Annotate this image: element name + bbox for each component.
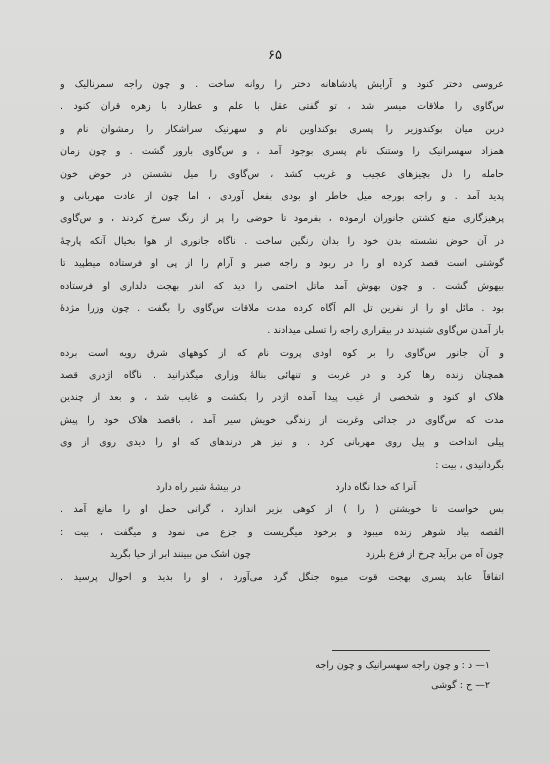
verse-hemistich-right: آنرا که خدا نگاه دارد bbox=[335, 482, 416, 494]
footnote: ۲— ح : گوشی bbox=[431, 680, 490, 691]
text-line: و آن جانور س‌گاوی را بر کوه اودی پروت نام که از کوههای شرق رویه است برده bbox=[60, 347, 504, 359]
page-number: ۶۵ bbox=[268, 48, 282, 63]
text-line: س‌گاوی را ملاقات میسر شد ، تو گفتی عقل با علم و عطارد با زهره قران کنود . bbox=[60, 101, 504, 113]
text-line: پدید آمد . و راجه بورجه میل خاطر او بودی بفعل آوردی ، اما چون از عادت مهربانی و bbox=[60, 190, 504, 202]
text-line: همچنان زنده رها کرد و در غربت و تنهائی بنالهٔ وزاری میگذرانید . ناگاه اژدری قصد bbox=[60, 370, 504, 382]
text-line: پیلی انداخت و پیل روی مهربانی کرد . و نیز هر درندهای که او را دیدی روی از وی bbox=[60, 437, 504, 449]
text-line: بیهوش گشت . و چون بهوش آمد ماتل احتمی را دید که اندر بهجت دلداری او فرستاده bbox=[60, 280, 504, 292]
text-line: اتفاقاً عابد پسری بهجت قوت میوه جنگل گرد می‌آورد ، او را بدید و احوال پرسید . bbox=[60, 571, 504, 583]
text-line: باز آمدن س‌گاوی شنیدند در بیقراری راجه را تسلی میدادند . bbox=[267, 325, 504, 337]
text-line: پرهیزگاری منع کشتن جانوران ارموده ، بفرمود تا حوضی را پر از رنگ سرخ کردند ، و س‌گاوی bbox=[60, 213, 504, 225]
footnote-divider bbox=[332, 650, 490, 651]
text-line: القصه بیاد شوهر زنده میبود و برخود میگریست و جزع می نمود و میگفت ، بیت : bbox=[60, 526, 504, 538]
verse-hemistich-right: چون آه من برآید چرخ از فزع بلرزد bbox=[365, 549, 504, 561]
verse-couplet bbox=[60, 544, 504, 566]
text-line: در آن حوض نشسته بدن خود را بدان رنگین ساخت . ناگاه جانوری از هوا بخیال آنکه پارچهٔ bbox=[60, 235, 504, 247]
text-line: بس خواست تا خویشتن ( را ) از کوهی بزیر اندازد ، گرانی حمل او را مانع آمد . bbox=[60, 504, 504, 516]
text-line: بگردانیدی ، بیت : bbox=[435, 459, 504, 471]
text-line: حامله را دل بچیزهای عجیب و غریب کشد ، س‌گاوی را میل نشستن در حوض خون bbox=[60, 168, 504, 180]
main-text bbox=[60, 74, 504, 589]
text-line: مدت که س‌گاوی در جدائی وغربت از زندگی خویش سیر آمد ، باقصد هلاک خود را پیش bbox=[60, 414, 504, 426]
text-line: هلاک او کنود و شخصی از غیب پیدا آمده اژدر را بکشت و غایب شد ، و بعد از چندین bbox=[60, 392, 504, 404]
text-line: همزاد سهسرانیک را وستنک نام پسری بوجود آمد ، و س‌گاوی بارور گشت . و چون زمان bbox=[60, 146, 504, 158]
verse-hemistich-left: چون اشک من ببینند ابر از حیا بگرید bbox=[110, 549, 251, 561]
text-line: بود . مائل او را از نفرین تل الم آگاه کرده مدت ملاقات س‌گاوی را بگفت . چون وزرا مژدهٔ bbox=[60, 302, 504, 314]
text-line: گوشتی است قصد کرده او را در ربود و راجه صبر و آرام را از پی او فرستاده میطپید تا bbox=[60, 258, 504, 270]
footnote: ۱— د : و چون راجه سهسرانیک و چون راجه bbox=[315, 660, 490, 671]
text-line: عروسی دختر کنود و آرایش پادشاهانه دختر را روانه ساخت . و چون راجه سمرنالیک و bbox=[60, 79, 504, 90]
verse-hemistich-left: در بیشهٔ شیر راه دارد bbox=[156, 482, 241, 494]
text-line: درین میان بوکندوزیر را پسری بوکنداوین نام و سهرنیک سراشکار را رمشوان نام و bbox=[60, 123, 504, 135]
verse-couplet bbox=[60, 477, 504, 499]
footnotes bbox=[190, 656, 490, 696]
